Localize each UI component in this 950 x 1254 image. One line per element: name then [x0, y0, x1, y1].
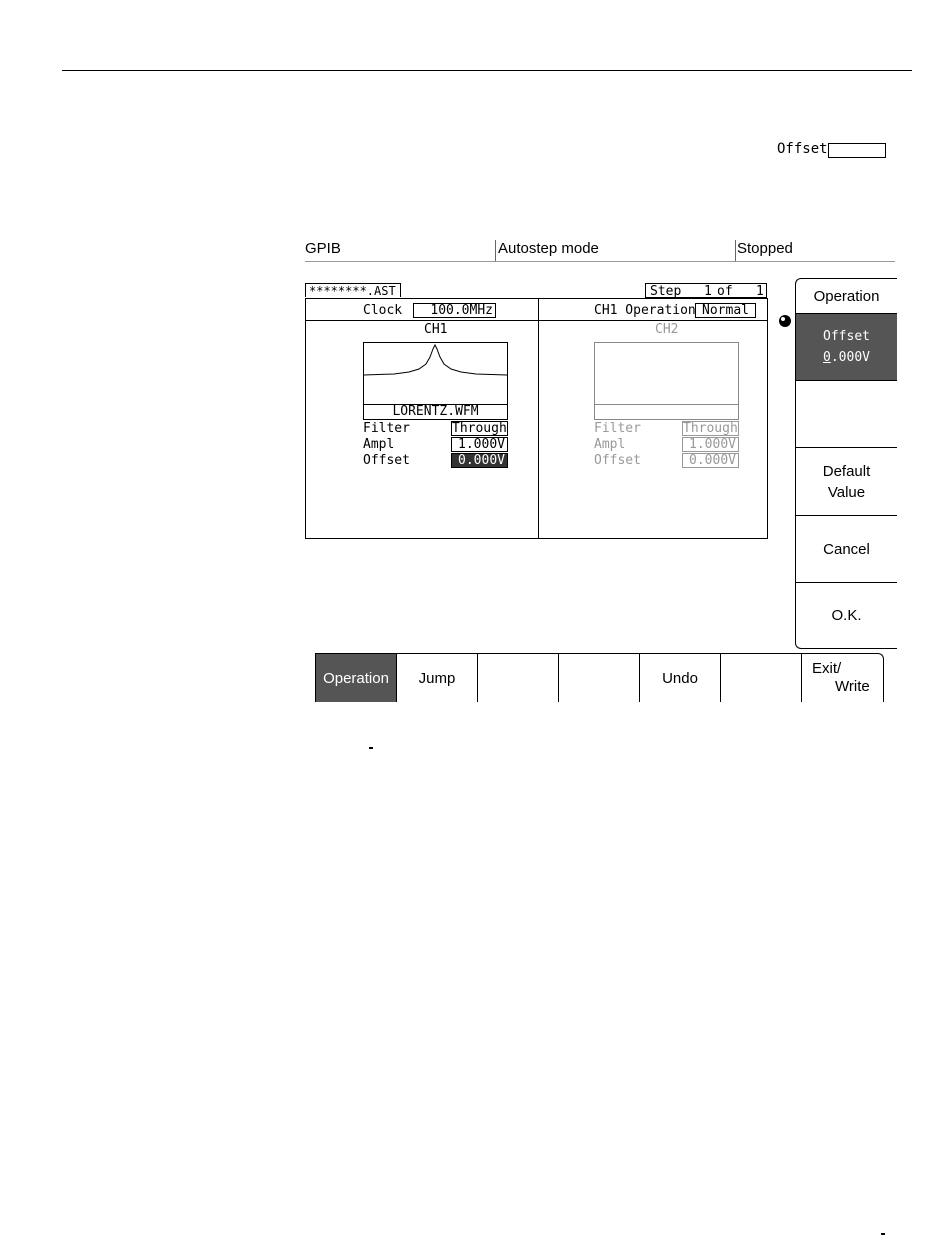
side-default-line2: Value: [827, 483, 866, 501]
ch2-filter-label: Filter: [594, 421, 641, 436]
ch1-ampl-label: Ampl: [363, 437, 395, 452]
ch1-waveform-trace: [364, 343, 507, 404]
side-default-line1: Default: [822, 462, 871, 480]
ch2-title: CH2: [655, 322, 679, 337]
bottom-exit-write-button[interactable]: [801, 653, 884, 702]
ch1-offset-label: Offset: [363, 453, 410, 468]
side-ok-button[interactable]: O.K.: [831, 607, 862, 624]
step-current: 1: [704, 284, 712, 299]
clock-value[interactable]: 100.0MHz: [413, 303, 496, 318]
offset-reference-label: Offset: [777, 141, 828, 157]
status-underline: [305, 261, 895, 262]
side-menu-title: Operation: [813, 287, 880, 305]
ch1-offset-value[interactable]: 0.000V: [451, 453, 508, 468]
bottom-exit-line1: Exit/: [812, 660, 842, 677]
side-offset-value-rest: .000V: [830, 350, 870, 365]
bottom-exit-line2: Write: [835, 678, 870, 695]
ch2-waveform-preview: [594, 342, 739, 405]
ch1-operation-value[interactable]: Normal: [695, 303, 756, 318]
bottom-blank-button[interactable]: [477, 653, 558, 702]
side-offset-cursor-digit: 0: [823, 350, 831, 365]
page-mark: [369, 747, 373, 749]
knob-icon: [779, 315, 791, 327]
ch2-waveform-name: [594, 404, 739, 420]
ch1-waveform-name[interactable]: LORENTZ.WFM: [363, 404, 508, 420]
side-offset-label: Offset: [823, 329, 870, 344]
side-menu: [795, 278, 897, 649]
channel-divider: [538, 299, 539, 538]
side-cancel-button[interactable]: Cancel: [823, 540, 870, 558]
bottom-undo-button[interactable]: Undo: [639, 653, 720, 702]
bottom-jump-button[interactable]: Jump: [396, 653, 477, 702]
ch1-operation-label: CH1 Operation: [594, 303, 696, 318]
header-divider: [306, 320, 767, 321]
step-indicator: [645, 283, 767, 298]
status-divider: [735, 240, 736, 261]
status-remote: GPIB: [305, 240, 341, 257]
ch1-waveform-preview: [363, 342, 508, 405]
ch1-ampl-value[interactable]: 1.000V: [451, 437, 508, 452]
ch1-filter-label: Filter: [363, 421, 410, 436]
bottom-blank-button[interactable]: [720, 653, 801, 702]
offset-reference-box: [828, 143, 886, 158]
ch2-offset-value: 0.000V: [682, 453, 739, 468]
status-divider: [495, 240, 496, 261]
ch2-offset-label: Offset: [594, 453, 641, 468]
ch2-ampl-label: Ampl: [594, 437, 626, 452]
bottom-blank-button[interactable]: [558, 653, 639, 702]
status-mode: Autostep mode: [498, 240, 599, 257]
ch2-filter-value: Through: [683, 421, 738, 436]
ch1-title: CH1: [424, 322, 448, 337]
step-total: 1: [756, 284, 764, 299]
ch1-filter-value[interactable]: Through: [452, 421, 507, 436]
step-label: Step: [650, 284, 682, 299]
side-offset-button[interactable]: [796, 314, 897, 380]
ch2-ampl-value: 1.000V: [682, 437, 739, 452]
side-blank-button[interactable]: [796, 381, 897, 447]
bottom-operation-button[interactable]: Operation: [315, 653, 396, 702]
side-default-value-button[interactable]: [796, 448, 897, 515]
file-name-tab: ********.AST: [305, 283, 401, 297]
status-state: Stopped: [737, 240, 793, 257]
page-header-rule: [62, 70, 912, 71]
step-of-label: of: [717, 284, 733, 299]
clock-label: Clock: [363, 303, 403, 318]
page-mark: [881, 1233, 885, 1235]
side-offset-value: [823, 347, 870, 368]
